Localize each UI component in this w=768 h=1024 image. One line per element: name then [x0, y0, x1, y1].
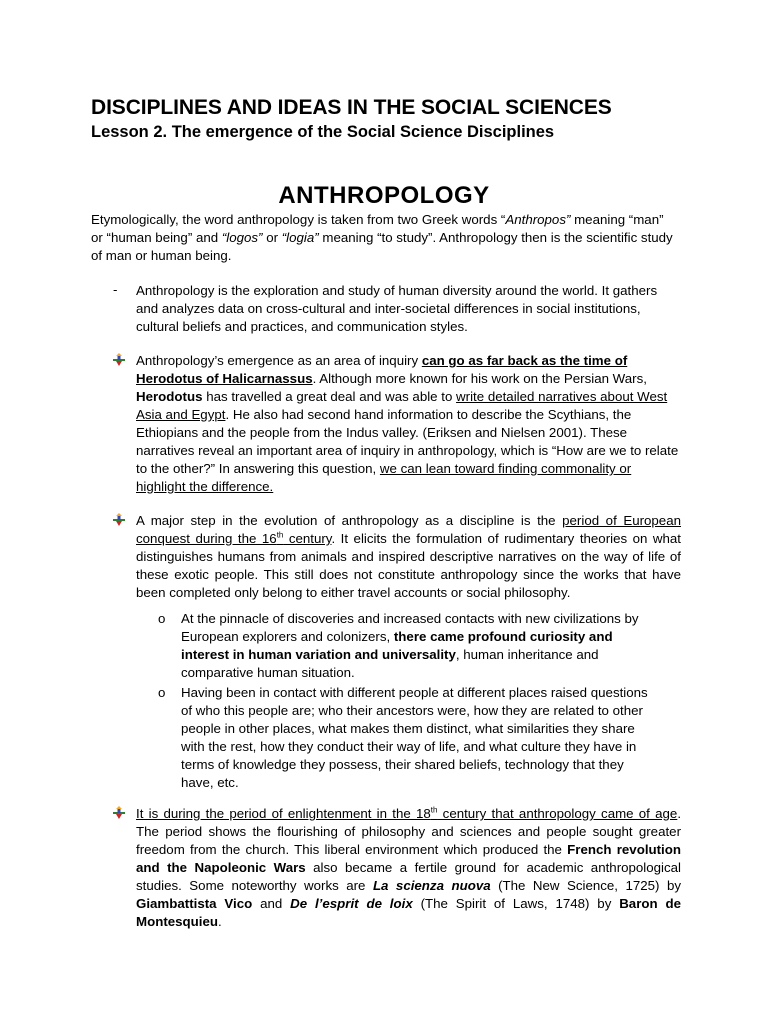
dash-marker: -	[113, 282, 118, 297]
arrow-bullet-icon	[112, 806, 126, 820]
sub-bullet-marker: o	[158, 611, 166, 626]
sub-bullet-marker: o	[158, 685, 166, 700]
sub-bullet-questions: Having been in contact with different people at different places raised questions of who this people are; who their ancestors were, how they are related to other people in other places, what makes them distinct, what similarities they share with the rest, how they conduct their way of life, and what culture they have in terms of knowledge they possess, their shared beliefs, technology that they have, etc.	[181, 685, 648, 790]
bullet-paragraph-european-conquest: A major step in the evolution of anthropology as a discipline is the period of European conquest during the 16th century. It elicits the formulation of rudimentary theories on what distinguishes humans from animals and inspired descriptive narratives on the way of life of these exotic people. This still does not constitute anthropology since the works that have been completed only belong to either travel accounts or social philosophy.	[136, 513, 681, 600]
intro-paragraph: Etymologically, the word anthropology is taken from two Greek words “Anthropos” meaning “man” or “human being” and “logos” or “logia” meaning “to study”. Anthropology then is the scientific study of man or human being.	[91, 212, 673, 263]
sub-bullet-curiosity: At the pinnacle of discoveries and increased contacts with new civilizations by European explorers and colonizers, there came profound curiosity and interest in human variation and universality, human inheritance and comparative human situation.	[181, 611, 639, 680]
document-title: DISCIPLINES AND IDEAS IN THE SOCIAL SCIENCES	[91, 96, 612, 119]
bullet-paragraph-enlightenment: It is during the period of enlightenment in the 18th century that anthropology came of age. The period shows the flourishing of philosophy and sciences and people sought greater freedom from the church. This liberal environment which produced the French revolution and the Napoleonic Wars also became a fertile ground for academic anthropological studies. Some noteworthy works are La scienza nuova (The New Science, 1725) by Giambattista Vico and De l’esprit de loix (The Spirit of Laws, 1748) by Baron de Montesquieu.	[136, 805, 682, 929]
bullet-paragraph-herodotus: Anthropology’s emergence as an area of inquiry can go as far back as the time of Herodotus of Halicarnassus. Although more known for his work on the Persian Wars, Herodotus has travelled a great deal and was able to write detailed narratives about West Asia and Egypt. He also had second hand information to describe the Scythians, the Ethiopians and the people from the Indus valley. (Eriksen and Nielsen 2001). These narratives reveal an important area of inquiry in anthropology, which is “How are we to relate to the other?” In answering this question, we can lean toward finding commonality or highlight the difference.	[136, 353, 679, 494]
arrow-bullet-icon	[112, 513, 126, 527]
lesson-subtitle: Lesson 2. The emergence of the Social Science Disciplines	[91, 123, 555, 141]
dash-item-text: Anthropology is the exploration and study of human diversity around the world. It gathers and analyzes data on cross-cultural and inter-societal differences in social institutions, cultural beliefs and practices, and communication styles.	[136, 283, 658, 334]
arrow-bullet-icon	[112, 353, 126, 367]
section-heading: ANTHROPOLOGY	[278, 182, 490, 209]
